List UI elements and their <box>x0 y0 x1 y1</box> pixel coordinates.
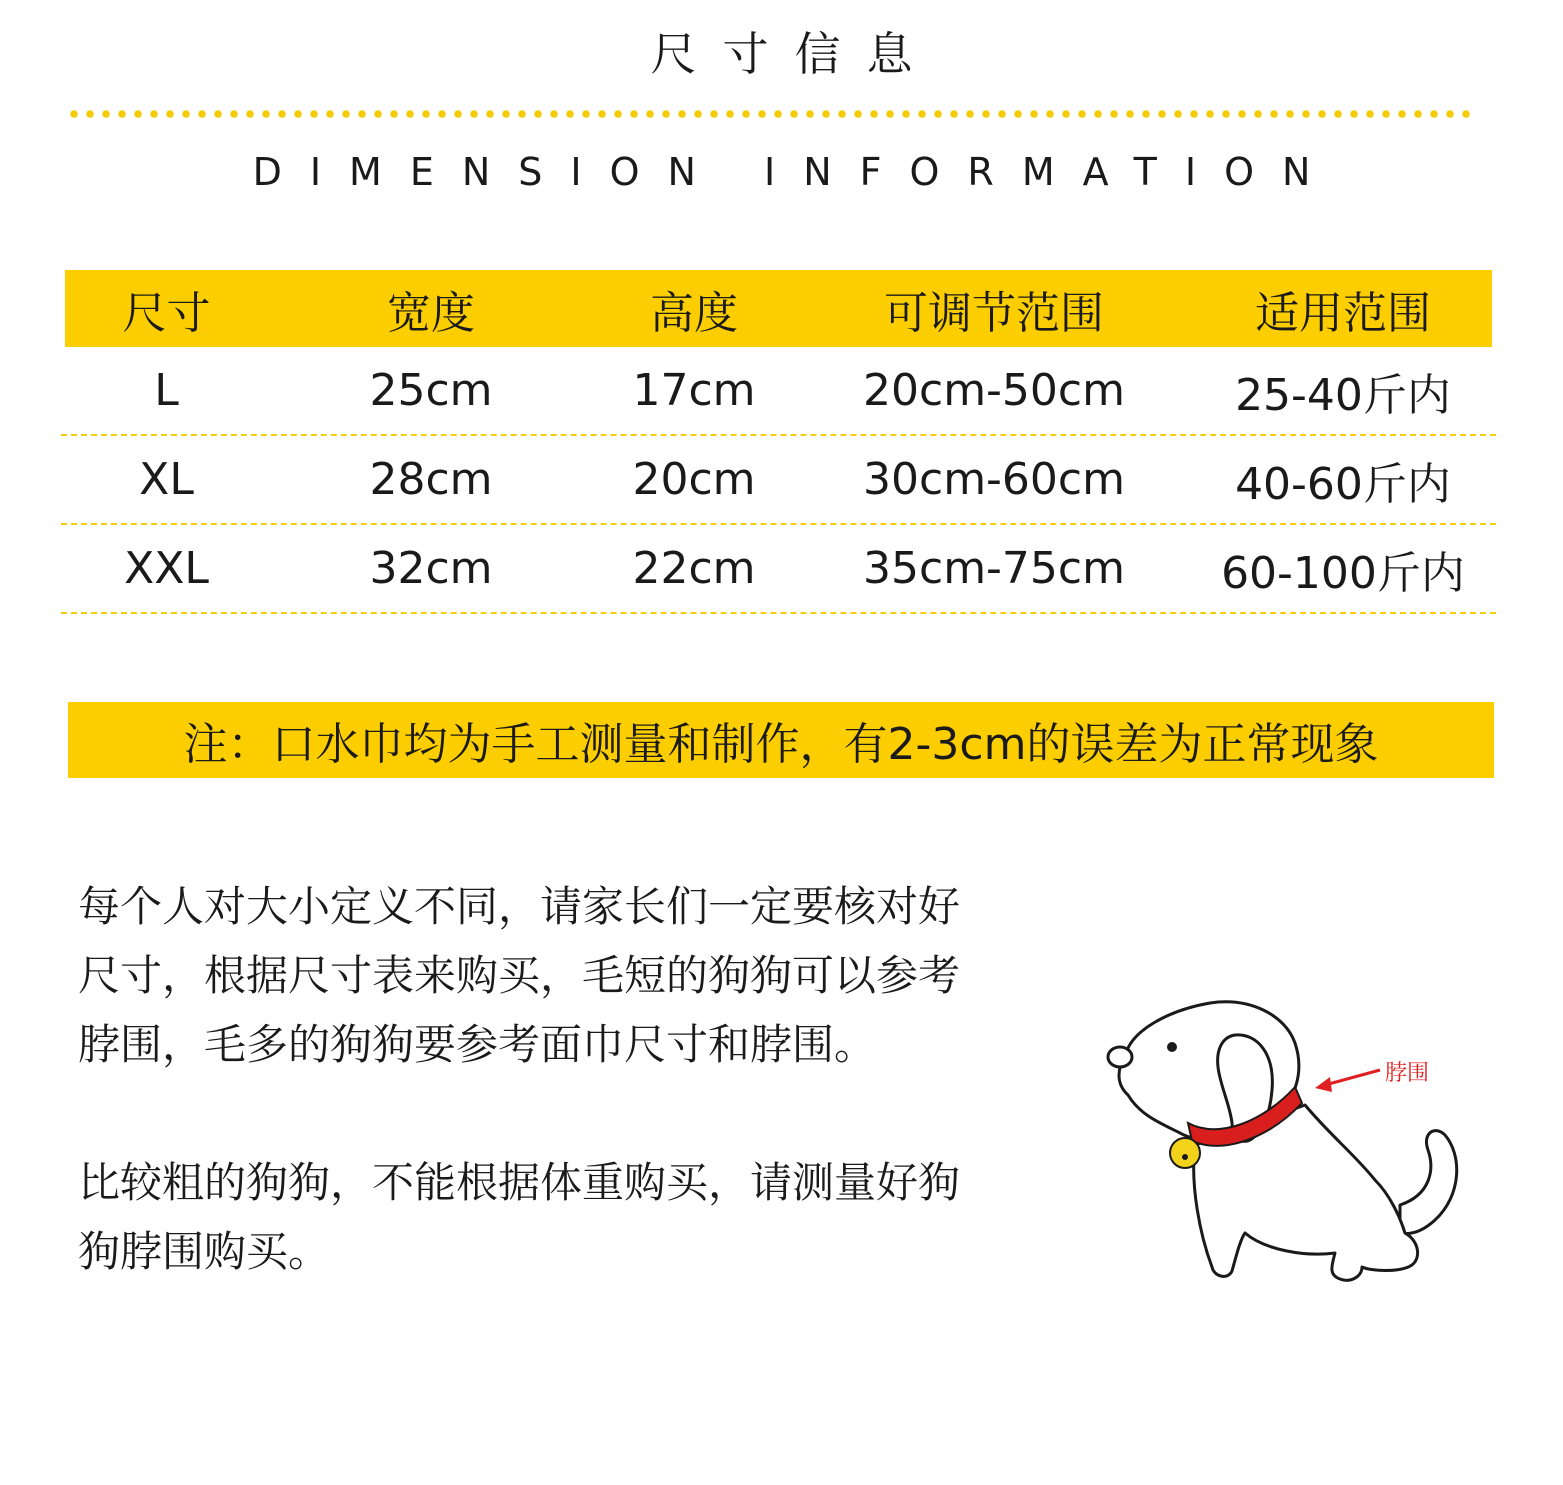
table-row <box>61 436 1496 525</box>
column-header-height: 高度 <box>650 287 738 339</box>
description-line: 狗脖围购买。 <box>78 1227 331 1276</box>
table-cell: 30cm-60cm <box>863 454 1125 505</box>
description-line: 尺寸，根据尺寸表来购买，毛短的狗狗可以参考 <box>78 951 961 1000</box>
description-line: 每个人对大小定义不同，请家长们一定要核对好 <box>78 882 961 931</box>
neck-label: 脖围 <box>1385 1061 1430 1086</box>
table-cell: XL <box>139 454 194 505</box>
dog-tail <box>1400 1131 1457 1234</box>
description-line: 脖围，毛多的狗狗要参考面巾尺寸和脖围。 <box>78 1020 877 1069</box>
column-header-size: 尺寸 <box>122 287 211 339</box>
dotted-divider <box>66 110 1474 118</box>
description-paragraph-1 <box>78 872 1068 1079</box>
column-header-adjustable-range: 可调节范围 <box>884 287 1104 339</box>
table-cell: 20cm <box>632 454 756 505</box>
description-paragraph-2 <box>78 1148 1068 1286</box>
table-header <box>65 270 1492 347</box>
page-title-cn: 尺寸信息 <box>650 27 939 81</box>
table-cell: XXL <box>124 543 209 594</box>
arrow-icon <box>1325 1070 1380 1085</box>
dog-eye <box>1167 1042 1177 1052</box>
table-cell: 32cm <box>369 543 493 594</box>
page-title-en: DIMENSION INFORMATION <box>252 150 1339 194</box>
table-cell: 20cm-50cm <box>863 365 1125 416</box>
table-cell: 25-40斤内 <box>1235 369 1451 421</box>
table-row <box>61 525 1496 614</box>
table-cell: 35cm-75cm <box>863 543 1125 594</box>
dog-nose <box>1108 1047 1132 1067</box>
column-header-width: 宽度 <box>387 287 475 339</box>
table-cell: 28cm <box>369 454 493 505</box>
table-cell: L <box>154 365 179 416</box>
table-cell: 17cm <box>632 365 756 416</box>
table-cell: 60-100斤内 <box>1221 547 1465 599</box>
dog-illustration <box>1100 995 1500 1295</box>
table-cell: 22cm <box>632 543 756 594</box>
table-cell: 40-60斤内 <box>1235 458 1451 510</box>
table-row <box>61 347 1496 436</box>
description-line: 比较粗的狗狗，不能根据体重购买，请测量好狗 <box>78 1158 961 1207</box>
table-cell: 25cm <box>369 365 493 416</box>
measurement-note: 注：口水巾均为手工测量和制作，有2-3cm的误差为正常现象 <box>68 702 1494 778</box>
column-header-applicable-range: 适用范围 <box>1255 287 1431 339</box>
size-table <box>65 270 1492 614</box>
bell-icon <box>1170 1138 1200 1168</box>
